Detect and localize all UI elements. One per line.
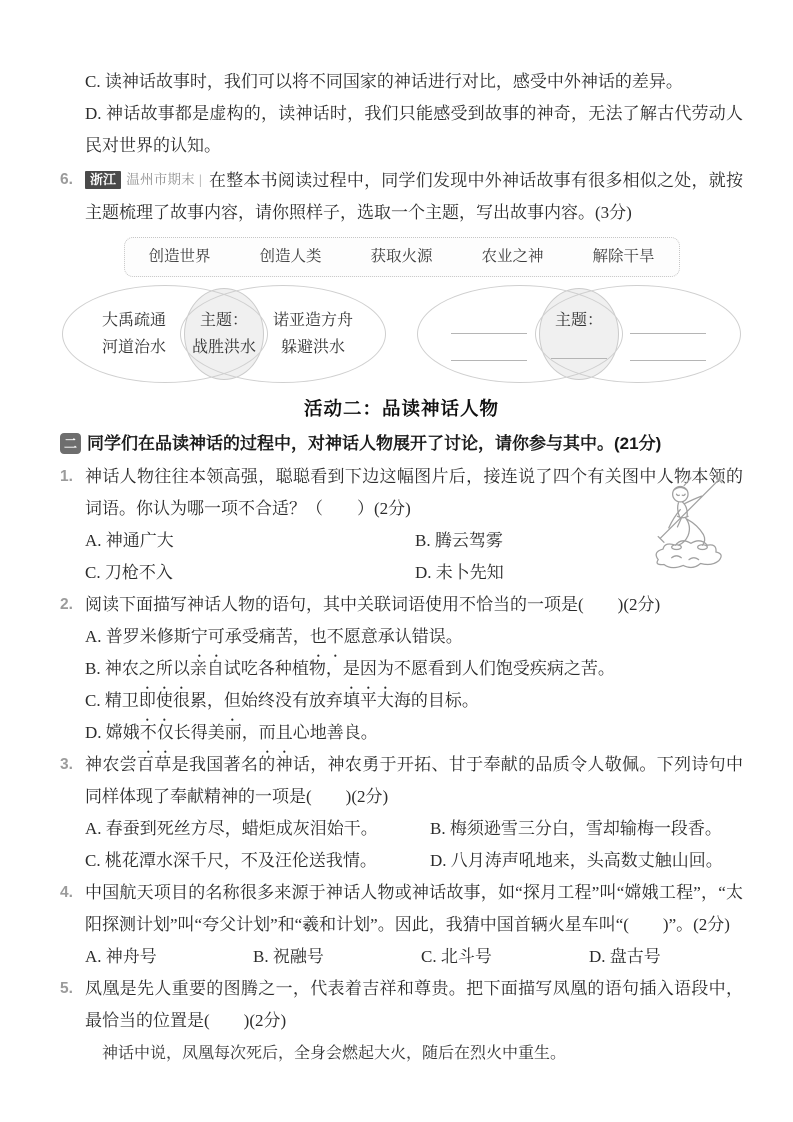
question-5-number: 5. bbox=[60, 980, 73, 997]
question-2-options bbox=[85, 621, 743, 749]
question-3 bbox=[60, 749, 743, 813]
q2-option-c[interactable]: C. 精卫即使很累，但始终没有放弃填平大海的目标。 bbox=[85, 691, 479, 710]
answer-blank[interactable] bbox=[451, 307, 527, 334]
question-6 bbox=[60, 164, 743, 229]
question-4-number: 4. bbox=[60, 884, 73, 901]
theme-word-box bbox=[124, 237, 680, 277]
venn-right-text: 诺亚造方舟 躲避洪水 bbox=[272, 312, 353, 356]
question-6-text: 在整本书阅读过程中，同学们发现中外神话故事有很多相似之处，就按主题梳理了故事内容，请你照样子，选取一个主题，写出故事内容。(3分) bbox=[85, 171, 743, 222]
region-badge: 浙江 bbox=[85, 171, 121, 189]
q1-option-b[interactable]: B. 腾云驾雾 bbox=[415, 531, 503, 550]
q4-option-b[interactable]: B. 祝融号 bbox=[253, 947, 324, 966]
theme-word: 农业之神 bbox=[481, 248, 544, 265]
question-4-options bbox=[85, 941, 743, 973]
q4-option-a[interactable]: A. 神舟号 bbox=[85, 947, 157, 966]
venn-right-blanks bbox=[605, 307, 731, 361]
venn-center-blank: 主题： bbox=[531, 307, 627, 359]
venn-center-text: 主题： 战胜洪水 bbox=[191, 312, 256, 356]
answer-blank[interactable] bbox=[630, 334, 706, 361]
sun-wukong-illustration bbox=[643, 473, 735, 577]
q2-option-b[interactable]: B. 神农之所以亲自试吃各种植物，是因为不愿看到人们饱受疾病之苦。 bbox=[85, 659, 615, 678]
question-2-text: 阅读下面描写神话人物的语句，其中关联词语使用不恰当的一项是( )(2分) bbox=[85, 595, 661, 614]
venn-diagram-blank bbox=[417, 285, 741, 383]
theme-word: 解除干旱 bbox=[592, 248, 655, 265]
theme-word: 获取火源 bbox=[370, 248, 433, 265]
q1-option-d[interactable]: D. 未卜先知 bbox=[415, 563, 504, 582]
q3-option-b[interactable]: B. 梅须逊雪三分白，雪却输梅一段香。 bbox=[430, 819, 722, 838]
venn-left-text: 大禹疏通 河道治水 bbox=[101, 312, 166, 356]
question-3-text: 神农尝百草是我国著名的神话，神农勇于开拓、甘于奉献的品质令人敬佩。下列诗句中同样体现了奉献精神的一项是( )(2分) bbox=[85, 755, 743, 806]
q3-option-d[interactable]: D. 八月涛声吼地来，头高数丈触山回。 bbox=[430, 851, 723, 870]
question-3-number: 3. bbox=[60, 756, 73, 773]
venn-left-blanks bbox=[433, 307, 545, 361]
q1-option-c[interactable]: C. 刀枪不入 bbox=[85, 563, 173, 582]
question-4-text: 中国航天项目的名称很多来源于神话人物或神话故事，如“探月工程”叫“嫦娥工程”，“太阳探测计划”叫“夸父计划”和“羲和计划”。因此，我猜中国首辆火星车叫“( )”。(2分) bbox=[85, 883, 743, 934]
answer-blank[interactable] bbox=[630, 307, 706, 334]
question-1-text: 神话人物往往本领高强，聪聪看到下边这幅图片后，接连说了四个有关图中人物本领的词语。你认为哪一项不合适？（ ）(2分) bbox=[85, 467, 743, 518]
prev-question-option-c: C. 读神话故事时，我们可以将不同国家的神话进行对比，感受中外神话的差异。 bbox=[85, 72, 683, 91]
section-2-intro bbox=[60, 429, 743, 459]
badge-divider: | bbox=[198, 173, 202, 188]
question-3-options bbox=[85, 813, 743, 877]
q2-option-d[interactable]: D. 嫦娥不仅长得美丽，而且心地善良。 bbox=[85, 723, 378, 742]
region-suffix: 温州市期末 bbox=[126, 172, 195, 187]
q3-option-a[interactable]: A. 春蚕到死丝方尽，蜡炬成灰泪始干。 bbox=[85, 819, 378, 838]
question-6-number: 6. bbox=[60, 171, 73, 188]
q1-option-a[interactable]: A. 神通广大 bbox=[85, 531, 174, 550]
prev-question-option-d: D. 神话故事都是虚构的，读神话时，我们只能感受到故事的神奇，无法了解古代劳动人民对世界的认知。 bbox=[85, 104, 743, 155]
q3-option-c[interactable]: C. 桃花潭水深千尺，不及汪伦送我情。 bbox=[85, 851, 377, 870]
theme-word: 创造世界 bbox=[148, 248, 211, 265]
answer-blank[interactable] bbox=[551, 334, 607, 359]
question-5 bbox=[60, 973, 743, 1037]
q4-option-d[interactable]: D. 盘古号 bbox=[589, 947, 661, 966]
question-2 bbox=[60, 589, 743, 621]
question-5-text: 凤凰是先人重要的图腾之一，代表着吉祥和尊贵。把下面描写凤凰的语句插入语段中，最恰当的位置是( )(2分) bbox=[85, 979, 743, 1030]
question-1-number: 1. bbox=[60, 468, 73, 485]
answer-blank[interactable] bbox=[451, 334, 527, 361]
theme-word: 创造人类 bbox=[259, 248, 322, 265]
venn-diagram-row bbox=[62, 285, 741, 383]
question-2-number: 2. bbox=[60, 596, 73, 613]
question-1 bbox=[60, 461, 743, 525]
section-2-marker-icon: 二 bbox=[60, 433, 81, 454]
activity-2-heading: 活动二：品读神话人物 bbox=[303, 398, 499, 419]
q4-option-c[interactable]: C. 北斗号 bbox=[421, 947, 492, 966]
question-1-block bbox=[60, 461, 743, 589]
q2-option-a[interactable]: A. 普罗米修斯宁可承受痛苦，也不愿意承认错误。 bbox=[85, 627, 463, 646]
question-5-insert-sentence: 神话中说，凤凰每次死后，全身会燃起大火，随后在烈火中重生。 bbox=[102, 1045, 567, 1062]
question-4 bbox=[60, 877, 743, 941]
venn-diagram-example bbox=[62, 285, 386, 383]
section-2-intro-text: 同学们在品读神话的过程中，对神话人物展开了讨论，请你参与其中。(21分) bbox=[87, 434, 662, 453]
